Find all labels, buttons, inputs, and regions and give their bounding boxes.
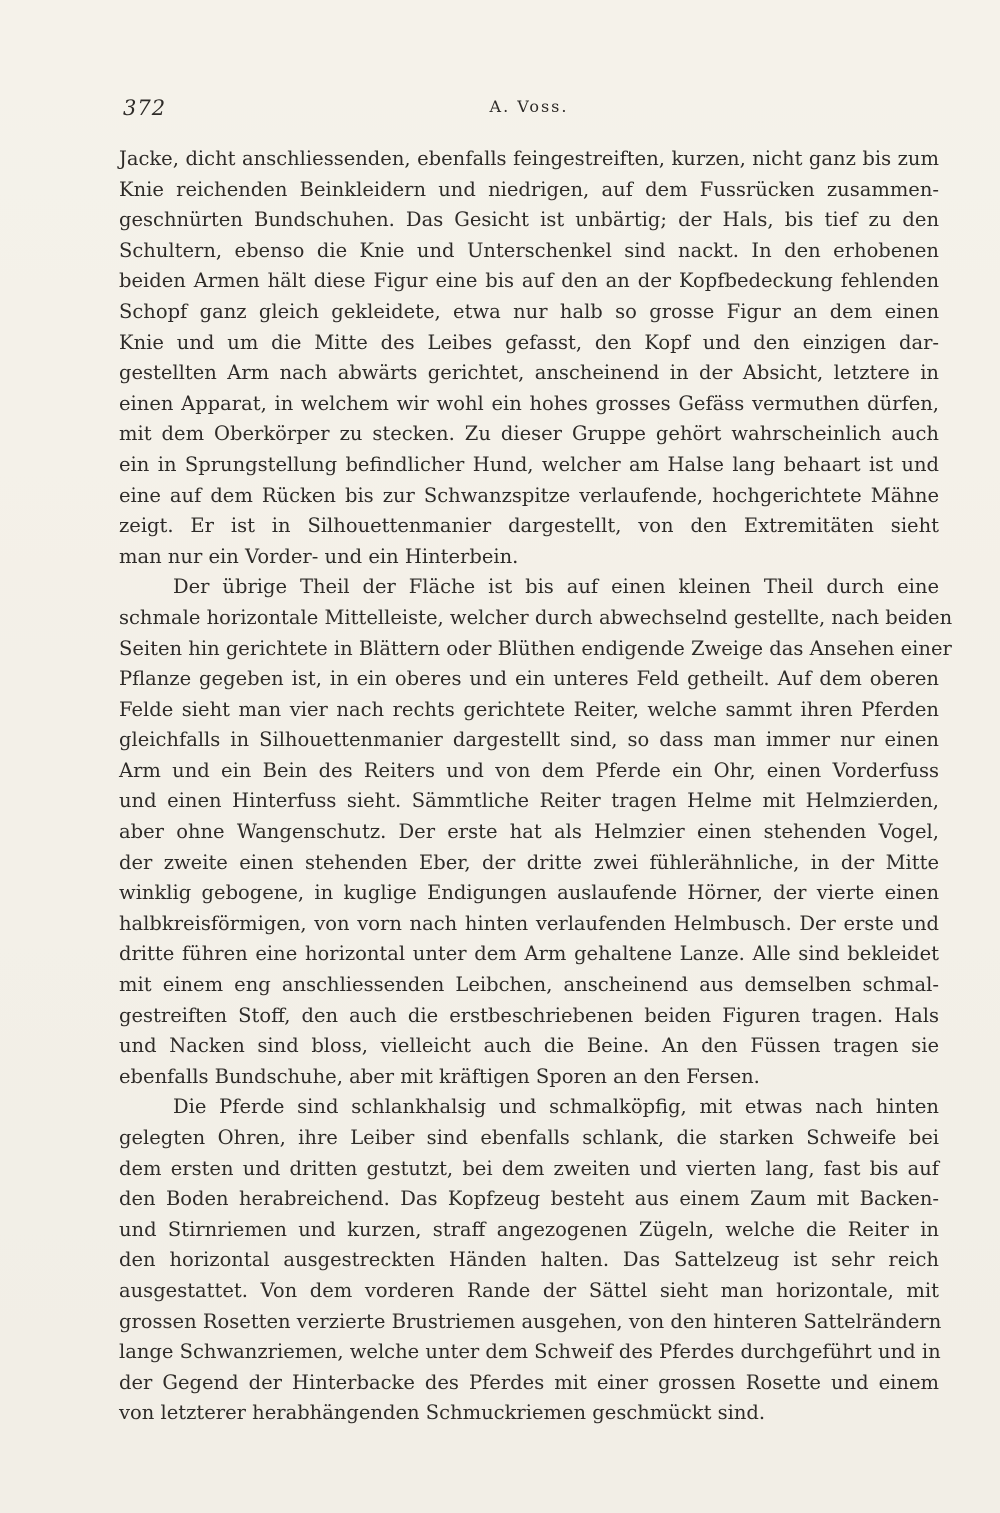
text-line: den Boden herabreichend. Das Kopfzeug besteht aus einem Zaum mit Backen- xyxy=(119,1187,939,1211)
text-line: grossen Rosetten verzierte Brustriemen ausgehen, von den hinteren Sattelrändern xyxy=(119,1309,942,1333)
text-line: mit einem eng anschliessenden Leibchen, anscheinend aus demselben schmal- xyxy=(119,973,939,997)
running-head-author: A. Voss. xyxy=(489,97,569,116)
text-line: beiden Armen hält diese Figur eine bis auf den an der Kopfbedeckung fehlenden xyxy=(119,269,939,293)
text-line: eine auf dem Rücken bis zur Schwanzspitze verlaufende, hochgerichtete Mähne xyxy=(119,483,939,507)
text-line: Jacke, dicht anschliessenden, ebenfalls feingestreiften, kurzen, nicht ganz bis zum xyxy=(119,147,939,170)
text-line: den horizontal ausgestreckten Händen halten. Das Sattelzeug ist sehr reich xyxy=(119,1248,939,1272)
text-line: gelegten Ohren, ihre Leiber sind ebenfalls schlank, die starken Schweife bei xyxy=(119,1126,939,1149)
text-line: Pflanze gegeben ist, in ein oberes und ein unteres Feld getheilt. Auf dem oberen xyxy=(119,667,939,691)
text-line: Knie und um die Mitte des Leibes gefasst, den Kopf und den einzigen dar- xyxy=(119,330,939,354)
body-text xyxy=(119,144,953,1429)
paragraph xyxy=(119,144,939,572)
text-line: Knie reichenden Beinkleidern und niedrigen, auf dem Fussrücken zusammen- xyxy=(119,177,939,201)
text-line: Felde sieht man vier nach rechts gerichtete Reiter, welche sammt ihren Pferden xyxy=(119,697,939,721)
text-line: mit dem Oberkörper zu stecken. Zu dieser Gruppe gehört wahrscheinlich auch xyxy=(119,422,939,446)
page-number: 372 xyxy=(123,96,167,120)
text-line: und Nacken sind bloss, vielleicht auch die Beine. An den Füssen tragen sie xyxy=(119,1034,939,1058)
text-line: der zweite einen stehenden Eber, der dritte zwei fühlerähnliche, in der Mitte xyxy=(119,850,939,874)
text-line: gestellten Arm nach abwärts gerichtet, anscheinend in der Absicht, letztere in xyxy=(119,361,939,385)
text-line: und einen Hinterfuss sieht. Sämmtliche Reiter tragen Helme mit Helmzierden, xyxy=(119,789,939,813)
text-line: lange Schwanzriemen, welche unter dem Schweif des Pferdes durchgeführt und in xyxy=(119,1340,941,1364)
text-line: dritte führen eine horizontal unter dem Arm gehaltene Lanze. Alle sind bekleidet xyxy=(119,942,939,966)
text-line: man nur ein Vorder- und ein Hinterbein. xyxy=(119,544,519,568)
text-line: Der übrige Theil der Fläche ist bis auf einen kleinen Theil durch eine xyxy=(173,575,939,599)
text-line: dem ersten und dritten gestutzt, bei dem zweiten und vierten lang, fast bis auf xyxy=(119,1156,939,1180)
text-line: Schopf ganz gleich gekleidete, etwa nur halb so grosse Figur an dem einen xyxy=(119,299,939,323)
paragraph xyxy=(119,572,953,1092)
text-line: ein in Sprungstellung befindlicher Hund, welcher am Halse lang behaart ist und xyxy=(119,452,939,476)
text-line: schmale horizontale Mittelleiste, welcher durch abwechselnd gestellte, nach beiden xyxy=(119,605,953,629)
paragraph xyxy=(119,1092,942,1429)
text-line: winklig gebogene, in kuglige Endigungen auslaufende Hörner, der vierte einen xyxy=(119,881,939,905)
text-line: einen Apparat, in welchem wir wohl ein hohes grosses Gefäss vermuthen dürfen, xyxy=(119,391,939,415)
running-head xyxy=(120,96,938,126)
text-line: der Gegend der Hinterbacke des Pferdes mit einer grossen Rosette und einem xyxy=(119,1370,939,1394)
text-line: geschnürten Bundschuhen. Das Gesicht ist unbärtig; der Hals, bis tief zu den xyxy=(119,208,939,232)
text-line: gleichfalls in Silhouettenmanier dargestellt sind, so dass man immer nur einen xyxy=(119,728,939,752)
text-line: Seiten hin gerichtete in Blättern oder Blüthen endigende Zweige das Ansehen einer xyxy=(119,636,952,660)
text-line: von letzterer herabhängenden Schmuckriemen geschmückt sind. xyxy=(119,1401,766,1425)
text-line: und Stirnriemen und kurzen, straff angezogenen Zügeln, welche die Reiter in xyxy=(119,1217,939,1241)
text-line: aber ohne Wangenschutz. Der erste hat als Helmzier einen stehenden Vogel, xyxy=(119,820,939,844)
text-line: Arm und ein Bein des Reiters und von dem Pferde ein Ohr, einen Vorderfuss xyxy=(119,758,939,782)
text-line: Schultern, ebenso die Knie und Unterschenkel sind nackt. In den erhobenen xyxy=(119,238,939,262)
text-line: Die Pferde sind schlankhalsig und schmalköpfig, mit etwas nach hinten xyxy=(173,1095,939,1119)
text-line: ausgestattet. Von dem vorderen Rande der Sättel sieht man horizontale, mit xyxy=(119,1278,939,1302)
text-line: zeigt. Er ist in Silhouettenmanier dargestellt, von den Extremitäten sieht xyxy=(119,514,939,538)
text-line: gestreiften Stoff, den auch die erstbeschriebenen beiden Figuren tragen. Hals xyxy=(119,1003,939,1027)
text-line: halbkreisförmigen, von vorn nach hinten verlaufenden Helmbusch. Der erste und xyxy=(119,911,939,935)
text-line: ebenfalls Bundschuhe, aber mit kräftigen Sporen an den Fersen. xyxy=(119,1064,760,1088)
